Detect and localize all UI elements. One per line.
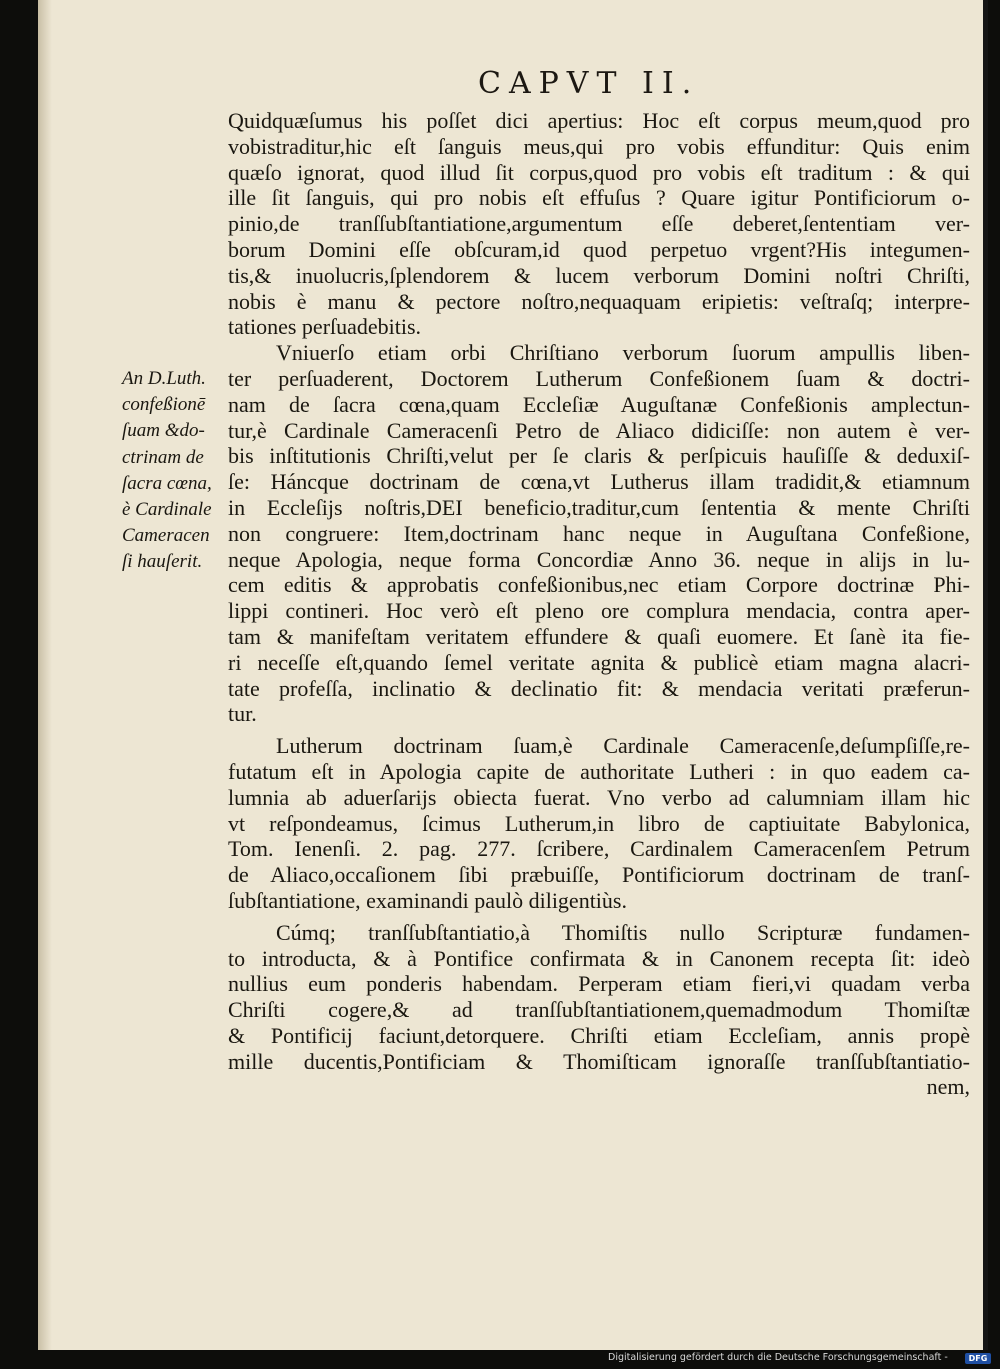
text-line: futatum eſt in Apologia capite de authoritate Lutheri : in quo eadem ca-: [228, 758, 970, 784]
text-line: Chriſti cogere,& ad tranſſubſtantiationem,quemadmodum Thomiſtæ: [228, 997, 970, 1023]
text-line: lumnia ab aduerſarijs obiecta fuerat. Vno verbo ad calumniam illam hic: [228, 784, 970, 810]
paragraph-first-line: Lutherum doctrinam ſuam,è Cardinale Cameracenſe,deſumpſiſſe,re-: [276, 733, 970, 759]
page-header: CAPVT II.: [478, 66, 700, 101]
text-line: cem editis & approbatis confeßionibus,nec etiam Corpore doctrinæ Phi-: [228, 572, 970, 598]
text-line: de Aliaco,occaſionem ſibi præbuiſſe, Pontificiorum doctrinam de tranſ-: [228, 862, 970, 888]
dfg-logo-icon: DFG: [965, 1353, 991, 1364]
text-line: vobistraditur,hic eſt ſanguis meus,qui pro vobis effunditur: Quis enim: [228, 133, 970, 159]
marginal-note-line: ſuam &do-: [122, 420, 205, 442]
text-line: pinio,de tranſſubſtantiatione,argumentum eſſe deberet,ſententiam ver-: [228, 211, 970, 237]
digitization-credit: Digitalisierung gefördert durch die Deutsche Forschungsgemeinschaft -: [608, 1352, 948, 1363]
marginal-note-line: ſi hauſerit.: [122, 551, 203, 573]
text-line: lippi contineri. Hoc verò eſt pleno ore complura mendacia, contra aper-: [228, 598, 970, 624]
text-line: in Eccleſijs noſtris,DEI beneficio,traditur,cum ſententia & mente Chriſti: [228, 494, 970, 520]
text-line: tate profeſſa, inclinatio & declinatio fit: & mendacia veritati præferun-: [228, 675, 970, 701]
text-line: Quidquæſumus his poſſet dici apertius: Hoc eſt corpus meum,quod pro: [228, 108, 970, 133]
text-line: tis,& inuolucris,ſplendorem & lucem verborum Domini noſtri Chriſti,: [228, 262, 970, 288]
marginal-note-line: confeßionē: [122, 394, 206, 416]
marginal-note-line: ſacra cœna,: [122, 472, 212, 494]
book-page: [30, 0, 988, 1350]
paragraph-first-line: Cúmq; tranſſubſtantiatio,à Thomiſtis nullo Scripturæ fundamen-: [276, 919, 970, 945]
text-line: ter perſuaderent, Doctorem Lutherum Confeßionem ſuam & doctri-: [228, 365, 970, 391]
marginal-note-line: Cameracen: [122, 525, 210, 547]
text-line: vt reſpondeamus, ſcimus Lutherum,in libro de captiuitate Babylonica,: [228, 810, 970, 836]
text-line: nam de ſacra cœna,quam Eccleſiæ Auguſtanæ Confeßionis amplectun-: [228, 391, 970, 417]
marginal-note-line: An D.Luth.: [122, 368, 206, 389]
text-line: to introducta, & à Pontifice confirmata & in Canonem recepta ſit: ideò: [228, 945, 970, 971]
text-line: & Pontificij faciunt,detorquere. Chriſti etiam Eccleſiam, annis propè: [228, 1022, 970, 1048]
body-text: [228, 108, 970, 1100]
text-line: ri neceſſe eſt,quando ſemel veritate agnita & publicè etiam magna alacri-: [228, 649, 970, 675]
catchword: nem,: [926, 1074, 970, 1100]
text-line: nullius eum ponderis habendam. Perperam etiam fieri,vi quadam verba: [228, 971, 970, 997]
paragraph-first-line: Vniuerſo etiam orbi Chriſtiano verborum ſuorum ampullis liben-: [276, 340, 970, 366]
marginal-note-line: è Cardinale: [122, 499, 212, 521]
text-line: ille ſit ſanguis, qui pro nobis eſt effuſus ? Quare igitur Pontificiorum o-: [228, 185, 970, 211]
text-line: borum Domini eſſe obſcuram,id quod perpetuo vrgent?His integumen-: [228, 236, 970, 262]
text-line: non congruere: Item,doctrinam hanc neque in Auguſtana Confeßione,: [228, 520, 970, 546]
marginal-note-line: ctrinam de: [122, 446, 204, 468]
text-line: tur.: [228, 701, 257, 727]
text-line: neque Apologia, neque forma Concordiæ Anno 36. neque in alijs in lu-: [228, 546, 970, 572]
text-line: ſubſtantiatione, examinandi paulò diligentiùs.: [228, 887, 627, 913]
text-line: ſe: Háncque doctrinam de cœna,vt Lutherus illam tradidit,& etiamnum: [228, 469, 970, 495]
text-line: Tom. Ienenſi. 2. pag. 277. ſcribere, Cardinalem Cameracenſem Petrum: [228, 836, 970, 862]
text-line: quæſo ignorat, quod illud ſit corpus,quod pro vobis eſt traditum : & qui: [228, 159, 970, 185]
text-line: mille ducentis,Pontificiam & Thomiſticam ignoraſſe tranſſubſtantiatio-: [228, 1048, 970, 1074]
text-line: tationes perſuadebitis.: [228, 314, 422, 340]
text-line: nobis è manu & pectore noſtro,nequaquam eripietis: veſtraſq; interpre-: [228, 288, 970, 314]
text-line: tur,è Cardinale Cameracenſi Petro de Aliaco didiciſſe: non autem è ver-: [228, 417, 970, 443]
text-line: bis inſtitutionis Chriſti,velut per ſe claris & perſpicuis hauſiſſe & deduxiſ-: [228, 443, 970, 469]
text-line: tam & manifeſtam veritatem effundere & quaſi euomere. Et ſanè ita fie-: [228, 623, 970, 649]
